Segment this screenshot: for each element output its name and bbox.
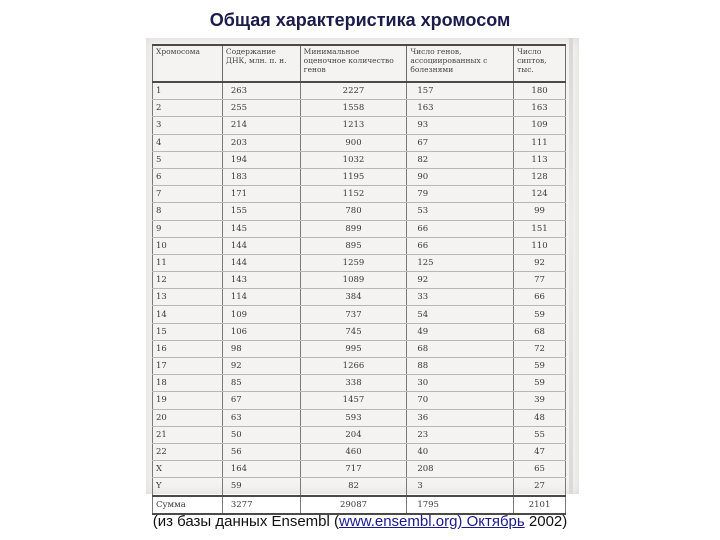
cell-gene-count: 82	[300, 478, 407, 496]
cell-dna-content: 50	[222, 426, 300, 443]
cell-snps: 59	[514, 306, 566, 323]
cell-gene-count: 1266	[300, 358, 407, 375]
cell-snps: 128	[514, 168, 566, 185]
chromosome-table	[152, 44, 566, 515]
cell-disease-genes: 3	[407, 478, 514, 496]
cell-gene-count: 1259	[300, 254, 407, 271]
cell-chromosome: 10	[153, 237, 223, 254]
cell-dna-content: 56	[222, 443, 300, 460]
cell-chromosome: 5	[153, 151, 223, 168]
table-row	[153, 461, 566, 478]
table-row	[153, 151, 566, 168]
cell-snps: 27	[514, 478, 566, 496]
cell-chromosome: 8	[153, 203, 223, 220]
cell-snps: 39	[514, 392, 566, 409]
cell-disease-genes: 40	[407, 443, 514, 460]
cell-dna-content: 144	[222, 254, 300, 271]
cell-disease-genes: 23	[407, 426, 514, 443]
cell-chromosome: Сумма	[153, 496, 223, 514]
ensembl-link[interactable]: www.ensembl.org) Октябрь	[339, 513, 525, 530]
cell-snps: 66	[514, 289, 566, 306]
cell-chromosome: 11	[153, 254, 223, 271]
cell-gene-count: 1032	[300, 151, 407, 168]
cell-snps: 59	[514, 358, 566, 375]
source-caption	[0, 513, 720, 530]
cell-snps: 111	[514, 134, 566, 151]
cell-gene-count: 460	[300, 443, 407, 460]
header-snps: Число сиптов, тыс.	[514, 45, 566, 82]
cell-gene-count: 1152	[300, 186, 407, 203]
table-row	[153, 375, 566, 392]
cell-disease-genes: 93	[407, 117, 514, 134]
cell-gene-count: 338	[300, 375, 407, 392]
cell-dna-content: 114	[222, 289, 300, 306]
table-row	[153, 289, 566, 306]
cell-snps: 55	[514, 426, 566, 443]
cell-gene-count: 29087	[300, 496, 407, 514]
cell-dna-content: 144	[222, 237, 300, 254]
table-row	[153, 100, 566, 117]
cell-dna-content: 92	[222, 358, 300, 375]
cell-disease-genes: 157	[407, 82, 514, 100]
cell-disease-genes: 67	[407, 134, 514, 151]
cell-chromosome: 20	[153, 409, 223, 426]
table-row	[153, 478, 566, 496]
cell-chromosome: 22	[153, 443, 223, 460]
cell-snps: 47	[514, 443, 566, 460]
cell-chromosome: 18	[153, 375, 223, 392]
cell-snps: 124	[514, 186, 566, 203]
cell-disease-genes: 54	[407, 306, 514, 323]
cell-dna-content: 109	[222, 306, 300, 323]
cell-disease-genes: 33	[407, 289, 514, 306]
cell-chromosome: 16	[153, 340, 223, 357]
table-row	[153, 392, 566, 409]
cell-chromosome: 1	[153, 82, 223, 100]
cell-snps: 99	[514, 203, 566, 220]
cell-chromosome: 2	[153, 100, 223, 117]
table-row	[153, 168, 566, 185]
cell-gene-count: 737	[300, 306, 407, 323]
cell-dna-content: 171	[222, 186, 300, 203]
scan-margin-mark	[569, 38, 573, 494]
cell-snps: 110	[514, 237, 566, 254]
cell-chromosome: Y	[153, 478, 223, 496]
cell-gene-count: 1558	[300, 100, 407, 117]
cell-snps: 163	[514, 100, 566, 117]
cell-gene-count: 2227	[300, 82, 407, 100]
cell-gene-count: 995	[300, 340, 407, 357]
cell-dna-content: 255	[222, 100, 300, 117]
cell-gene-count: 1213	[300, 117, 407, 134]
cell-disease-genes: 36	[407, 409, 514, 426]
table-row	[153, 340, 566, 357]
cell-disease-genes: 30	[407, 375, 514, 392]
cell-chromosome: 7	[153, 186, 223, 203]
cell-disease-genes: 90	[407, 168, 514, 185]
cell-chromosome: 9	[153, 220, 223, 237]
table-row	[153, 409, 566, 426]
cell-disease-genes: 92	[407, 272, 514, 289]
table-total-row	[153, 496, 566, 514]
cell-gene-count: 593	[300, 409, 407, 426]
table-row	[153, 272, 566, 289]
cell-dna-content: 143	[222, 272, 300, 289]
cell-gene-count: 780	[300, 203, 407, 220]
cell-snps: 68	[514, 323, 566, 340]
cell-chromosome: 6	[153, 168, 223, 185]
table-row	[153, 237, 566, 254]
table-row	[153, 82, 566, 100]
cell-chromosome: 12	[153, 272, 223, 289]
cell-dna-content: 183	[222, 168, 300, 185]
cell-gene-count: 899	[300, 220, 407, 237]
table-row	[153, 117, 566, 134]
cell-dna-content: 85	[222, 375, 300, 392]
cell-snps: 77	[514, 272, 566, 289]
table-body	[153, 82, 566, 514]
cell-disease-genes: 49	[407, 323, 514, 340]
cell-chromosome: 21	[153, 426, 223, 443]
table-row	[153, 358, 566, 375]
cell-chromosome: X	[153, 461, 223, 478]
cell-chromosome: 19	[153, 392, 223, 409]
table-row	[153, 306, 566, 323]
cell-chromosome: 4	[153, 134, 223, 151]
cell-gene-count: 204	[300, 426, 407, 443]
cell-dna-content: 155	[222, 203, 300, 220]
cell-snps: 113	[514, 151, 566, 168]
table-row	[153, 254, 566, 271]
cell-chromosome: 13	[153, 289, 223, 306]
header-chromosome: Хромосома	[153, 45, 223, 82]
header-disease-genes: Число генов, ассоциированных с болезнями	[407, 45, 514, 82]
caption-suffix: 2002)	[524, 513, 568, 530]
table-row	[153, 426, 566, 443]
cell-snps: 180	[514, 82, 566, 100]
cell-gene-count: 1089	[300, 272, 407, 289]
cell-disease-genes: 208	[407, 461, 514, 478]
cell-dna-content: 106	[222, 323, 300, 340]
cell-disease-genes: 68	[407, 340, 514, 357]
cell-dna-content: 145	[222, 220, 300, 237]
cell-disease-genes: 66	[407, 237, 514, 254]
cell-disease-genes: 53	[407, 203, 514, 220]
slide-title: Общая характеристика хромосом	[209, 10, 511, 30]
cell-snps: 151	[514, 220, 566, 237]
cell-gene-count: 895	[300, 237, 407, 254]
cell-chromosome: 17	[153, 358, 223, 375]
cell-gene-count: 900	[300, 134, 407, 151]
table-row	[153, 220, 566, 237]
cell-dna-content: 3277	[222, 496, 300, 514]
table-row	[153, 323, 566, 340]
cell-dna-content: 98	[222, 340, 300, 357]
cell-chromosome: 3	[153, 117, 223, 134]
cell-disease-genes: 125	[407, 254, 514, 271]
cell-gene-count: 745	[300, 323, 407, 340]
cell-disease-genes: 66	[407, 220, 514, 237]
header-gene-count: Минимальное оценочное количество генов	[300, 45, 407, 82]
cell-chromosome: 15	[153, 323, 223, 340]
table-row	[153, 203, 566, 220]
cell-disease-genes: 82	[407, 151, 514, 168]
cell-snps: 2101	[514, 496, 566, 514]
cell-disease-genes: 79	[407, 186, 514, 203]
table-row	[153, 186, 566, 203]
cell-dna-content: 67	[222, 392, 300, 409]
table-header-row	[153, 45, 566, 82]
scanned-table-image	[146, 38, 579, 510]
header-dna-content: Содержание ДНК, млн. п. н.	[222, 45, 300, 82]
table-row	[153, 134, 566, 151]
cell-disease-genes: 88	[407, 358, 514, 375]
cell-dna-content: 63	[222, 409, 300, 426]
cell-chromosome: 14	[153, 306, 223, 323]
cell-gene-count: 1457	[300, 392, 407, 409]
cell-snps: 59	[514, 375, 566, 392]
table-row	[153, 443, 566, 460]
cell-disease-genes: 70	[407, 392, 514, 409]
cell-snps: 48	[514, 409, 566, 426]
cell-dna-content: 263	[222, 82, 300, 100]
cell-snps: 72	[514, 340, 566, 357]
cell-disease-genes: 1795	[407, 496, 514, 514]
cell-dna-content: 59	[222, 478, 300, 496]
cell-dna-content: 203	[222, 134, 300, 151]
cell-snps: 65	[514, 461, 566, 478]
cell-dna-content: 194	[222, 151, 300, 168]
caption-prefix: (из базы данных Ensembl (	[152, 513, 340, 530]
cell-disease-genes: 163	[407, 100, 514, 117]
cell-gene-count: 384	[300, 289, 407, 306]
cell-gene-count: 717	[300, 461, 407, 478]
cell-snps: 92	[514, 254, 566, 271]
cell-dna-content: 164	[222, 461, 300, 478]
cell-gene-count: 1195	[300, 168, 407, 185]
cell-dna-content: 214	[222, 117, 300, 134]
cell-snps: 109	[514, 117, 566, 134]
